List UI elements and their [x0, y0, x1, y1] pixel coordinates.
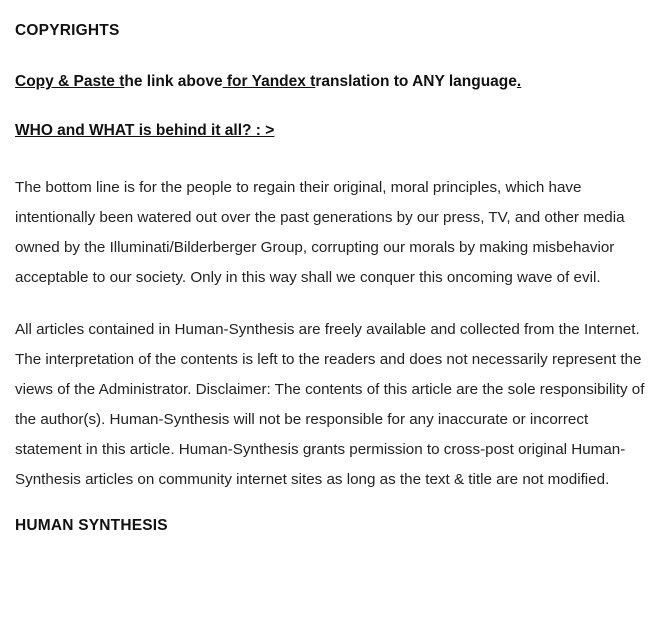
instruction-segment-yandex: for Yandex t: [222, 73, 316, 90]
who-and-what-link[interactable]: WHO and WHAT is behind it all? : >: [15, 122, 275, 140]
instruction-segment-copy-paste: Copy & Paste t: [15, 73, 125, 90]
paragraph-disclaimer: All articles contained in Human-Synthesis are freely available and collected from the Internet. The interpretation of the contents is left to the readers and does not necessarily represent the views of the Administrator. Disclaimer: The contents of this article are the sole responsibility of the author(s). Human-Synthesis will not be responsible for any inaccurate or incorrect statement in this article. Human-Synthesis grants permission to cross-post original Human-Synthesis articles on community internet sites as long as the text & title are not modified.: [15, 321, 645, 489]
instruction-segment-translation: ranslation to ANY language: [315, 73, 517, 90]
instruction-segment-period: .: [516, 73, 522, 90]
instruction-line: [15, 72, 650, 92]
footer-heading: HUMAN SYNTHESIS: [15, 517, 168, 535]
instruction-segment-link-above: he link above: [124, 73, 223, 90]
page-title: COPYRIGHTS: [15, 22, 120, 39]
paragraph-bottom-line: The bottom line is for the people to regain their original, moral principles, which have intentionally been watered out over the past generations by our press, TV, and other media owned by the Illuminati/Bilderberger Group, corrupting our morals by making misbehavior acceptable to our society. Only in this way shall we conquer this oncoming wave of evil.: [15, 179, 625, 287]
